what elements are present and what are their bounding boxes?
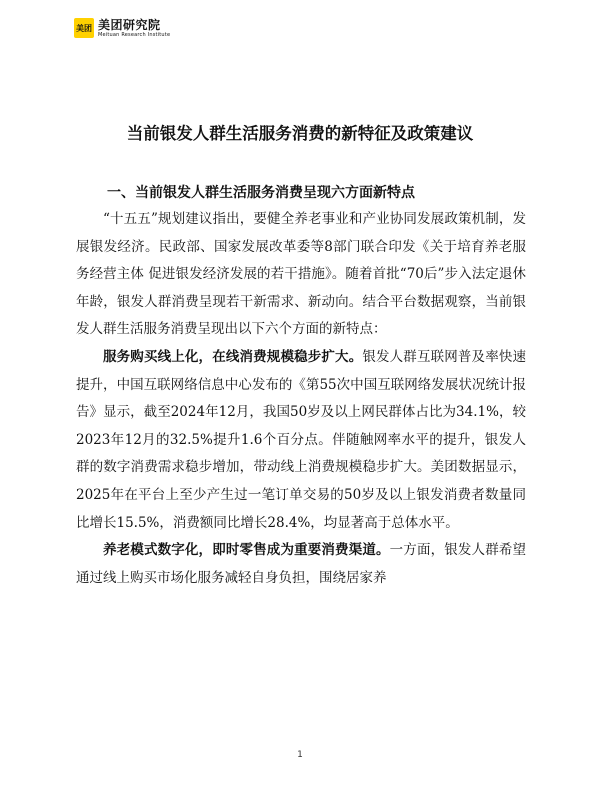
paragraph-lead: 服务购买线上化，在线消费规模稳步扩大。 — [103, 348, 363, 365]
document-title: 当前银发人群生活服务消费的新特征及政策建议 — [126, 124, 474, 143]
logo-name-en: Meituan Research Institute — [98, 31, 171, 38]
logo — [74, 18, 170, 38]
paragraph-lead: 养老模式数字化，即时零售成为重要消费渠道。 — [103, 542, 390, 559]
paragraph — [76, 206, 526, 344]
paragraph-text: “十五五”规划建议指出，要健全养老事业和产业协同发展政策机制，发展银发经济。民政部、国家发展改革委等8部门联合印发《关于培育养老服务经营主体 促进银发经济发展的若干措施》。随着首批“70后”步入法定退休年龄，银发人群消费呈现若干新需求、新动向。结合平台数据观察，当前银发人群生活服务消费呈现出以下六个方面的新特点： — [76, 211, 526, 338]
paragraph — [76, 537, 526, 592]
logo-name-cn: 美团研究院 — [98, 17, 161, 32]
paragraph-text: 银发人群互联网普及率快速提升，中国互联网络信息中心发布的《第55次中国互联网络发展状况统计报告》显示，截至2024年12月，我国50岁及以上网民群体占比为34.1%，较2023年12月的32.5%提升1.6个百分点。伴随触网率水平的提升，银发人群的数字消费需求稳步增加，带动线上消费规模稳步扩大。美团数据显示，2025年在平台上至少产生过一笔订单交易的50岁及以上银发消费者数量同比增长15.5%，消费额同比增长28.4%，均显著高于总体水平。 — [76, 348, 527, 531]
page-number: 1 — [297, 750, 303, 760]
section-heading: 一、当前银发人群生活服务消费呈现六方面新特点 — [107, 185, 415, 201]
logo-text — [98, 19, 170, 38]
paragraph — [76, 344, 526, 537]
body-text — [76, 206, 526, 592]
paragraph-text: 一方面，银发人群希望通过线上购买市场化服务减轻自身负担，围绕居家养 — [76, 542, 527, 586]
logo-mark: 美团 — [74, 18, 94, 38]
